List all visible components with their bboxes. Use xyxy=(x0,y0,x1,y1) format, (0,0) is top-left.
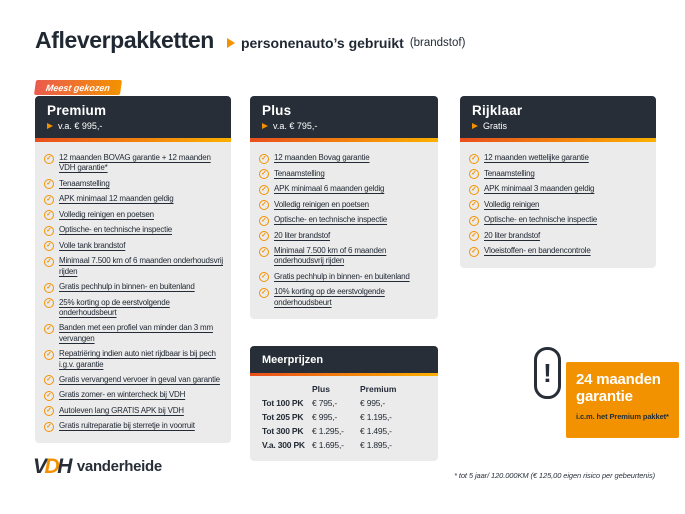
feature-item xyxy=(44,323,223,344)
guarantee-promo-box xyxy=(566,362,679,438)
check-icon: ✓ xyxy=(44,375,54,385)
feature-item xyxy=(44,153,223,174)
brand-name: vanderheide xyxy=(76,458,162,475)
page-title: Afleverpakketten xyxy=(35,27,214,53)
power-range-label: V.a. 300 PK xyxy=(262,440,305,450)
feature-text: Gratis pechhulp in binnen- en buitenland xyxy=(59,282,195,292)
footnote: * tot 5 jaar/ 120.000KM (€ 125,00 eigen risico per gebeurtenis) xyxy=(454,471,655,480)
page-header xyxy=(35,27,465,54)
power-range-label: Tot 100 PK xyxy=(262,398,304,408)
check-icon: ✓ xyxy=(259,216,269,226)
premium-card-header xyxy=(35,96,231,138)
plus-price: € 1.295,- xyxy=(312,426,344,436)
feature-text: Optische- en technische inspectie xyxy=(484,215,598,224)
feature-text: APK minimaal 6 maanden geldig xyxy=(274,184,385,193)
feature-item xyxy=(44,256,223,277)
vdh-logo-mark: VDH xyxy=(33,455,70,478)
feature-item xyxy=(469,184,648,195)
feature-text: 12 maanden wettelijke garantie xyxy=(484,153,589,162)
feature-text: Tenaamstelling xyxy=(59,178,110,188)
check-icon: ✓ xyxy=(44,298,54,308)
feature-text: Volle tank brandstof xyxy=(59,240,126,250)
check-icon: ✓ xyxy=(44,154,54,164)
check-icon: ✓ xyxy=(469,247,479,257)
feature-item xyxy=(44,298,223,319)
plus-price: € 1.695,- xyxy=(312,440,344,450)
premium-price: € 995,- xyxy=(360,398,386,408)
feature-item xyxy=(259,231,430,242)
check-icon: ✓ xyxy=(44,179,54,189)
package-name: Rijklaar xyxy=(472,103,523,118)
surcharge-row xyxy=(262,412,426,422)
check-icon: ✓ xyxy=(44,406,54,416)
feature-item xyxy=(259,184,430,195)
check-icon: ✓ xyxy=(259,185,269,195)
surcharges-head-row xyxy=(262,384,426,394)
check-icon: ✓ xyxy=(469,154,479,164)
check-icon: ✓ xyxy=(259,154,269,164)
feature-text: Vloeistoffen- en bandencontrole xyxy=(484,246,591,255)
subtitle-suffix: (brandstof) xyxy=(409,37,466,49)
check-icon: ✓ xyxy=(44,283,54,293)
feature-text: Autoleven lang GRATIS APK bij VDH xyxy=(59,405,184,415)
feature-text: 25% korting op de eerstvolgende onderhoudsbeurt xyxy=(59,297,170,317)
surcharge-row xyxy=(262,398,426,408)
rijklaar-card-header xyxy=(460,96,656,138)
plus-card-header xyxy=(250,96,438,138)
feature-text: 12 maanden Bovag garantie xyxy=(274,153,370,162)
check-icon: ✓ xyxy=(44,241,54,251)
check-icon: ✓ xyxy=(259,169,269,179)
vdh-logo xyxy=(33,456,162,477)
feature-text: Optische- en technische inspectie xyxy=(59,225,173,235)
check-icon: ✓ xyxy=(44,257,54,267)
surcharges-title: Meerprijzen xyxy=(262,354,324,366)
feature-text: Volledig reinigen en poetsen xyxy=(274,199,369,209)
check-icon: ✓ xyxy=(44,226,54,236)
check-icon: ✓ xyxy=(44,195,54,205)
feature-text: 12 maanden BOVAG garantie + 12 maanden VDH garantie* xyxy=(59,153,211,173)
feature-item xyxy=(44,194,223,205)
package-price xyxy=(472,121,644,131)
feature-item xyxy=(469,169,648,180)
feature-text: Volledig reinigen xyxy=(484,199,540,209)
check-icon: ✓ xyxy=(259,200,269,210)
exclamation-icon: ! xyxy=(534,347,561,399)
feature-text: Repatriëring indien auto niet rijdbaar is bij pech i.g.v. garantie xyxy=(59,349,216,369)
feature-item xyxy=(469,200,648,211)
price-text: v.a. € 995,- xyxy=(58,121,103,131)
package-name: Premium xyxy=(47,103,107,118)
most-chosen-badge: Meest gekozen xyxy=(34,80,122,95)
feature-item xyxy=(44,349,223,370)
feature-item xyxy=(44,210,223,221)
surcharges-header xyxy=(250,346,438,373)
feature-text: 10% korting op de eerstvolgende onderhoudsbeurt xyxy=(274,287,385,307)
feature-text: Volledig reinigen en poetsen xyxy=(59,209,154,219)
check-icon: ✓ xyxy=(469,231,479,241)
plus-feature-list xyxy=(250,142,438,319)
feature-item xyxy=(259,215,430,226)
package-card-rijklaar xyxy=(460,96,656,268)
feature-text: 20 liter brandstof xyxy=(274,230,330,240)
feature-item xyxy=(44,406,223,417)
check-icon: ✓ xyxy=(44,324,54,334)
premium-price: € 1.895,- xyxy=(360,440,392,450)
check-icon: ✓ xyxy=(469,185,479,195)
package-name: Plus xyxy=(262,103,292,118)
feature-item xyxy=(469,231,648,242)
check-icon: ✓ xyxy=(44,350,54,360)
check-icon: ✓ xyxy=(259,247,269,257)
arrow-right-icon xyxy=(262,123,268,129)
surcharge-row xyxy=(262,426,426,436)
check-icon: ✓ xyxy=(469,216,479,226)
feature-item xyxy=(259,287,430,308)
price-text: Gratis xyxy=(483,121,508,131)
feature-item xyxy=(259,169,430,180)
feature-text: Optische- en technische inspectie xyxy=(274,215,388,224)
package-price xyxy=(47,121,219,131)
surcharges-rows xyxy=(262,398,426,450)
feature-text: 20 liter brandstof xyxy=(484,230,540,240)
feature-item xyxy=(259,200,430,211)
feature-text: Gratis ruitreparatie bij sterretje in voorruit xyxy=(59,421,195,431)
arrow-right-icon xyxy=(472,123,478,129)
check-icon: ✓ xyxy=(259,288,269,298)
check-icon: ✓ xyxy=(44,422,54,432)
feature-item xyxy=(469,246,648,257)
power-range-label: Tot 205 PK xyxy=(262,412,304,422)
power-range-label: Tot 300 PK xyxy=(262,426,304,436)
feature-text: Gratis vervangend vervoer in geval van garantie xyxy=(59,374,220,384)
column-header-plus: Plus xyxy=(312,384,330,394)
price-text: v.a. € 795,- xyxy=(273,121,318,131)
check-icon: ✓ xyxy=(469,169,479,179)
arrow-right-icon xyxy=(227,38,235,48)
surcharges-panel xyxy=(250,346,438,461)
arrow-right-icon xyxy=(47,123,53,129)
promo-line-2: garantie xyxy=(576,387,633,405)
premium-feature-list xyxy=(35,142,231,443)
feature-text: Minimaal 7.500 km of 6 maanden onderhoudsvrij rijden xyxy=(274,246,387,266)
feature-item xyxy=(44,375,223,386)
package-price xyxy=(262,121,426,131)
feature-text: Gratis zomer- en wintercheck bij VDH xyxy=(59,390,186,400)
check-icon: ✓ xyxy=(259,231,269,241)
feature-item xyxy=(469,153,648,164)
feature-text: Gratis pechhulp in binnen- en buitenland xyxy=(274,271,410,281)
feature-item xyxy=(44,241,223,252)
feature-text: APK minimaal 12 maanden geldig xyxy=(59,194,174,204)
feature-item xyxy=(259,246,430,267)
feature-item xyxy=(259,272,430,283)
feature-item xyxy=(469,215,648,226)
surcharge-row xyxy=(262,440,426,450)
page-subtitle xyxy=(227,35,465,51)
check-icon: ✓ xyxy=(469,200,479,210)
premium-price: € 1.495,- xyxy=(360,426,392,436)
check-icon: ✓ xyxy=(259,272,269,282)
feature-item xyxy=(44,225,223,236)
feature-item xyxy=(44,421,223,432)
feature-item xyxy=(259,153,430,164)
column-header-premium: Premium xyxy=(360,384,397,394)
subtitle-text: personenauto’s gebruikt xyxy=(240,35,404,51)
package-card-plus xyxy=(250,96,438,319)
premium-price: € 1.195,- xyxy=(360,412,392,422)
plus-price: € 995,- xyxy=(312,412,338,422)
feature-item xyxy=(44,390,223,401)
feature-text: Tenaamstelling xyxy=(484,168,535,178)
feature-text: Banden met een profiel van minder dan 3 mm vervangen xyxy=(59,323,213,343)
check-icon: ✓ xyxy=(44,210,54,220)
promo-condition: i.c.m. het Premium pakket* xyxy=(576,411,669,421)
feature-item xyxy=(44,282,223,293)
check-icon: ✓ xyxy=(44,391,54,401)
promo-line-1: 24 maanden xyxy=(576,371,661,388)
feature-text: Tenaamstelling xyxy=(274,168,325,178)
feature-item xyxy=(44,179,223,190)
feature-text: APK minimaal 3 maanden geldig xyxy=(484,184,595,193)
plus-price: € 795,- xyxy=(312,398,338,408)
package-card-premium xyxy=(35,96,231,443)
feature-text: Minimaal 7.500 km of 6 maanden onderhoudsvrij rijden xyxy=(59,256,223,276)
rijklaar-feature-list xyxy=(460,142,656,268)
surcharges-table xyxy=(250,376,438,461)
